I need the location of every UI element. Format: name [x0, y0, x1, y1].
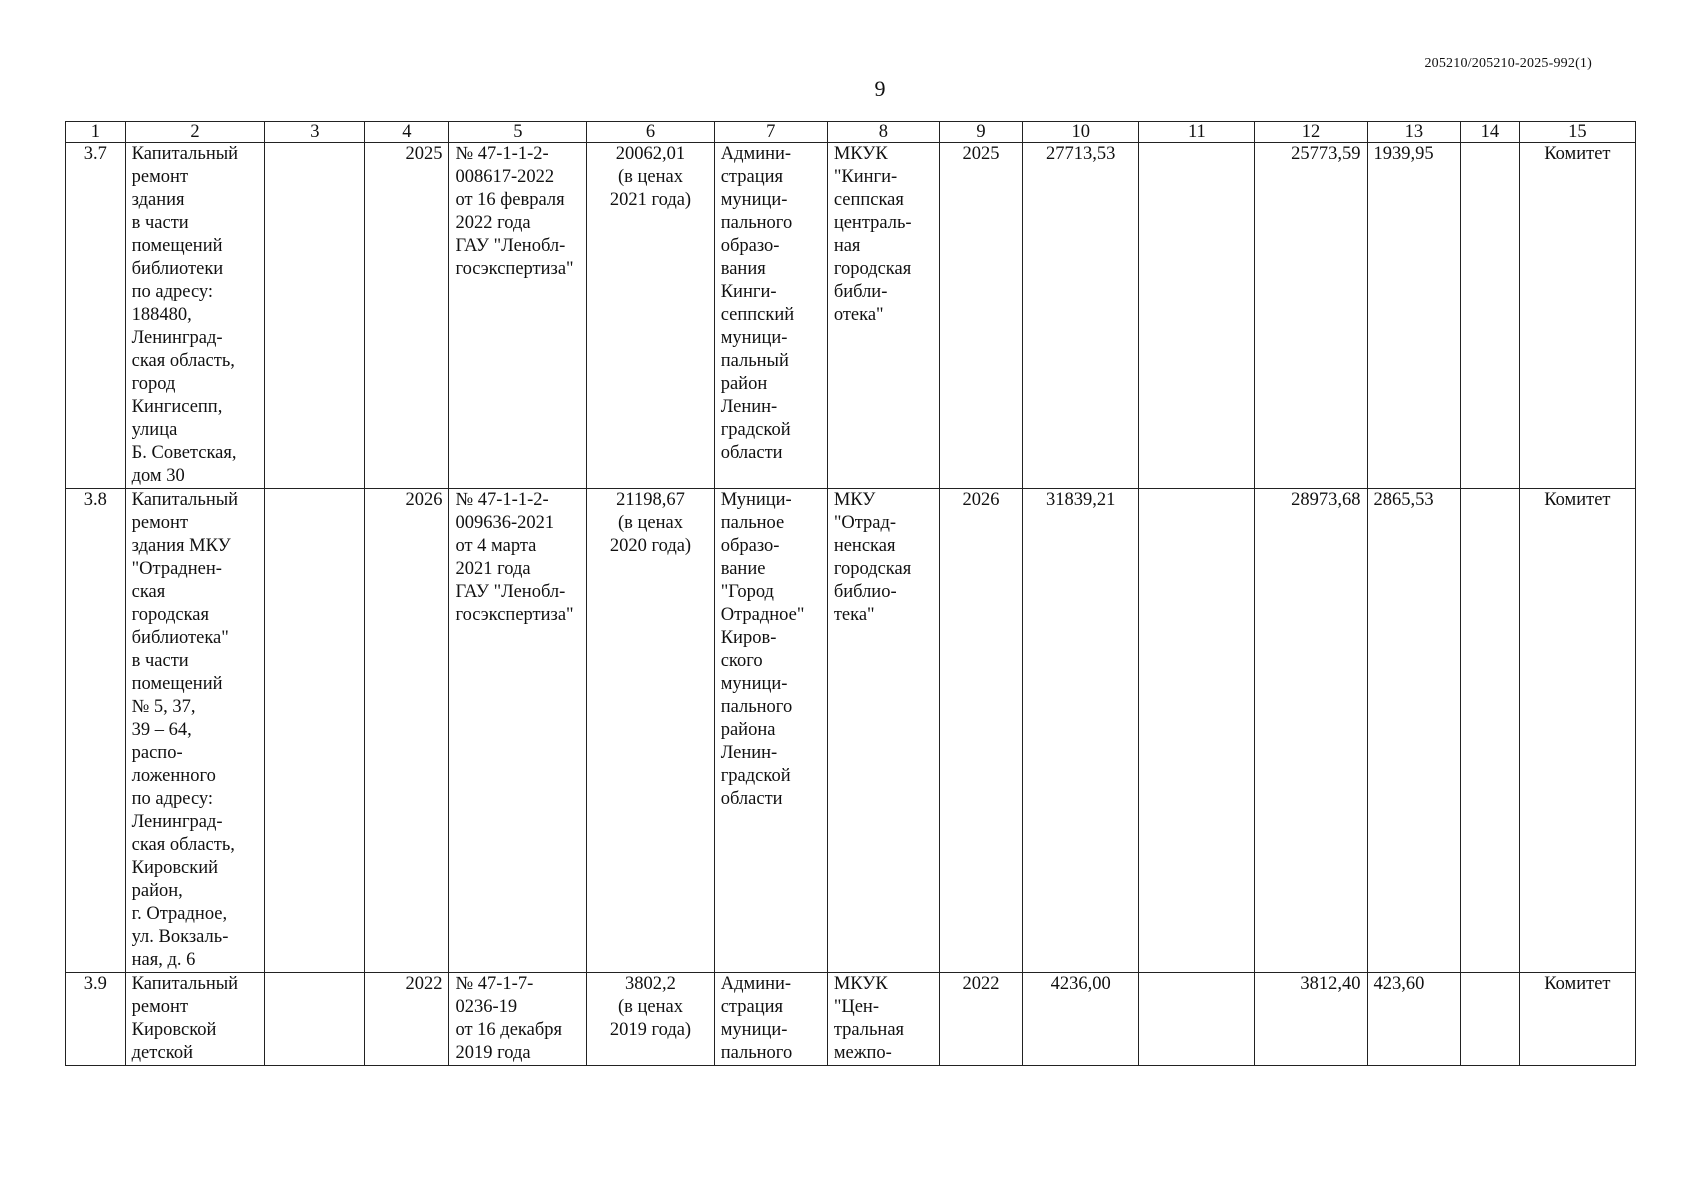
recipient-cell: МКУК "Цен- тральная межпо- — [827, 973, 939, 1066]
object-description: Капитальный ремонт здания МКУ "Отраднен- ская городская библиотека" в части помещений № 5, 37, 39 – 64, распо- ложенного по адресу: Ленинград- ская область, Кировский район, г. Отрадное, ул. Вокзаль- ная, д. 6 — [125, 489, 265, 973]
cell-col14 — [1461, 143, 1520, 489]
customer-cell: Админи- страция муници- пального образо- вания Кинги- сеппский муници- пальный район Ленин- градской области — [714, 143, 827, 489]
column-header: 12 — [1255, 122, 1367, 143]
row-number: 3.9 — [66, 973, 126, 1066]
expertise-cell: № 47-1-7- 0236-19 от 16 декабря 2019 года — [449, 973, 587, 1066]
column-header: 3 — [265, 122, 365, 143]
column-header: 8 — [827, 122, 939, 143]
header-row — [66, 122, 1636, 143]
cost-cell: 3802,2 (в ценах 2019 года) — [587, 973, 714, 1066]
object-description: Капитальный ремонт здания в части помещений библиотеки по адресу: 188480, Ленинград- ская область, город Кингисепп, улица Б. Советская, дом 30 — [125, 143, 265, 489]
total-cell: 31839,21 — [1023, 489, 1139, 973]
customer-cell: Админи- страция муници- пального — [714, 973, 827, 1066]
cell-col11 — [1139, 973, 1255, 1066]
expertise-cell: № 47-1-1-2- 008617-2022 от 16 февраля 2022 года ГАУ "Ленобл- госэкспертиза" — [449, 143, 587, 489]
year-cell: 2026 — [365, 489, 449, 973]
recipient-cell: МКУ "Отрад- ненская городская библио- тека" — [827, 489, 939, 973]
cell-col3 — [265, 973, 365, 1066]
cell-col13: 423,60 — [1367, 973, 1461, 1066]
cell-col15: Комитет — [1519, 143, 1635, 489]
column-header: 7 — [714, 122, 827, 143]
column-header: 14 — [1461, 122, 1520, 143]
table-row — [66, 973, 1636, 1066]
cell-col15: Комитет — [1519, 489, 1635, 973]
expertise-cell: № 47-1-1-2- 009636-2021 от 4 марта 2021 года ГАУ "Ленобл- госэкспертиза" — [449, 489, 587, 973]
cell-col14 — [1461, 973, 1520, 1066]
year2-cell: 2022 — [939, 973, 1022, 1066]
year2-cell: 2025 — [939, 143, 1022, 489]
cell-col14 — [1461, 489, 1520, 973]
cell-col12: 25773,59 — [1255, 143, 1367, 489]
column-header: 9 — [939, 122, 1022, 143]
column-header: 10 — [1023, 122, 1139, 143]
cell-col13: 1939,95 — [1367, 143, 1461, 489]
cell-col12: 28973,68 — [1255, 489, 1367, 973]
cell-col11 — [1139, 143, 1255, 489]
table-row — [66, 143, 1636, 489]
cell-col15: Комитет — [1519, 973, 1635, 1066]
column-header: 4 — [365, 122, 449, 143]
table-row — [66, 489, 1636, 973]
column-header: 15 — [1519, 122, 1635, 143]
year2-cell: 2026 — [939, 489, 1022, 973]
document-id: 205210/205210-2025-992(1) — [1424, 56, 1592, 71]
year-cell: 2022 — [365, 973, 449, 1066]
data-table — [65, 121, 1636, 1066]
cell-col12: 3812,40 — [1255, 973, 1367, 1066]
customer-cell: Муници- пальное образо- вание "Город Отрадное" Киров- ского муници- пального района Ленин- градской области — [714, 489, 827, 973]
cell-col13: 2865,53 — [1367, 489, 1461, 973]
row-number: 3.8 — [66, 489, 126, 973]
cell-col11 — [1139, 489, 1255, 973]
cell-col3 — [265, 489, 365, 973]
column-header: 1 — [66, 122, 126, 143]
column-header: 6 — [587, 122, 714, 143]
column-header: 11 — [1139, 122, 1255, 143]
page-number: 9 — [874, 76, 886, 101]
year-cell: 2025 — [365, 143, 449, 489]
object-description: Капитальный ремонт Кировской детской — [125, 973, 265, 1066]
cost-cell: 21198,67 (в ценах 2020 года) — [587, 489, 714, 973]
cost-cell: 20062,01 (в ценах 2021 года) — [587, 143, 714, 489]
column-header: 13 — [1367, 122, 1461, 143]
total-cell: 4236,00 — [1023, 973, 1139, 1066]
total-cell: 27713,53 — [1023, 143, 1139, 489]
column-header: 2 — [125, 122, 265, 143]
row-number: 3.7 — [66, 143, 126, 489]
recipient-cell: МКУК "Кинги- сеппская централь- ная городская библи- отека" — [827, 143, 939, 489]
cell-col3 — [265, 143, 365, 489]
column-header: 5 — [449, 122, 587, 143]
